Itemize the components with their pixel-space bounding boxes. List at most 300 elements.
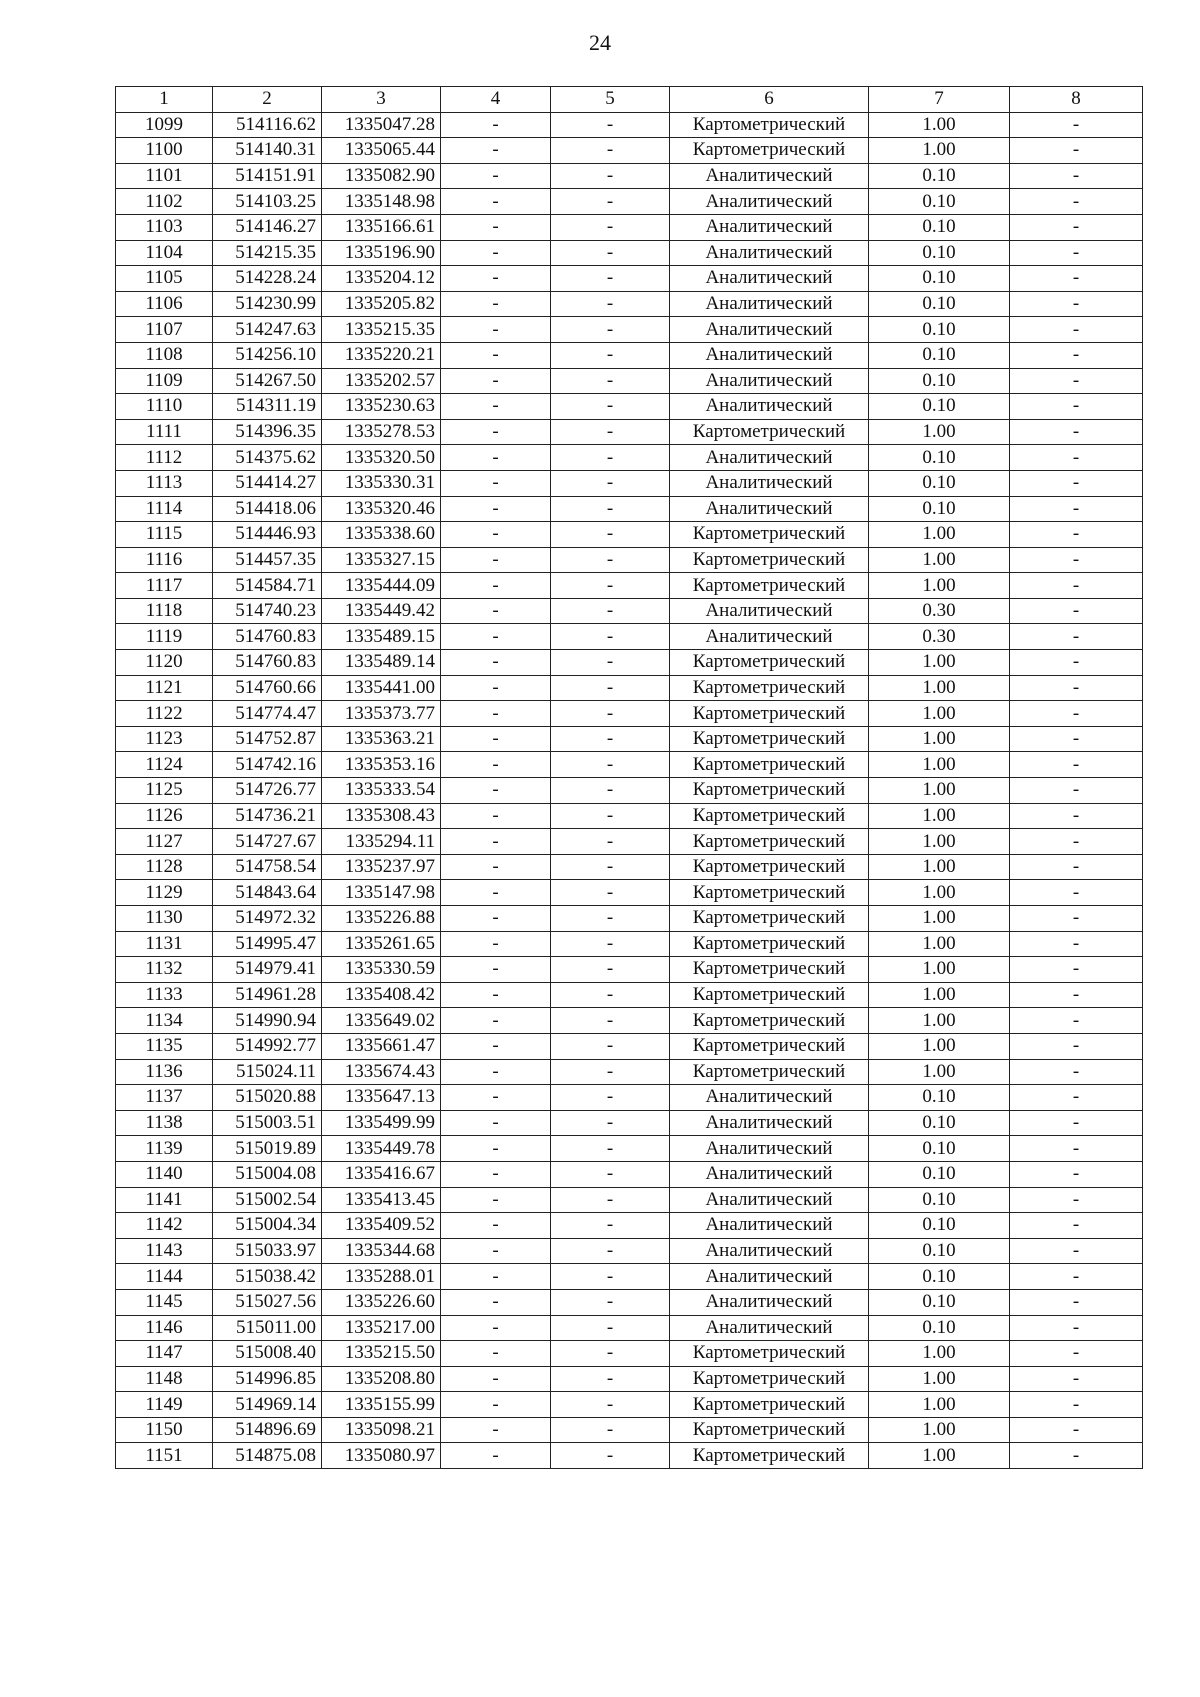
table-cell: - xyxy=(1010,522,1143,548)
table-cell: Картометрический xyxy=(670,1341,869,1367)
table-cell: 1107 xyxy=(116,317,213,343)
table-cell: - xyxy=(1010,1187,1143,1213)
table-cell: 1146 xyxy=(116,1315,213,1341)
table-cell: - xyxy=(1010,1059,1143,1085)
table-cell: - xyxy=(551,1289,670,1315)
table-cell: 514247.63 xyxy=(213,317,322,343)
table-cell: 515019.89 xyxy=(213,1136,322,1162)
table-cell: 1117 xyxy=(116,573,213,599)
table-cell: 1.00 xyxy=(869,1443,1010,1469)
table-row xyxy=(116,957,1143,983)
table-cell: 1108 xyxy=(116,342,213,368)
table-cell: - xyxy=(1010,573,1143,599)
table-cell: 515024.11 xyxy=(213,1059,322,1085)
table-cell: Картометрический xyxy=(670,1417,869,1443)
table-cell: 1335444.09 xyxy=(322,573,441,599)
table-cell: - xyxy=(1010,445,1143,471)
table-row xyxy=(116,1187,1143,1213)
table-cell: Аналитический xyxy=(670,1136,869,1162)
table-row xyxy=(116,675,1143,701)
table-cell: 1102 xyxy=(116,189,213,215)
table-cell: 514996.85 xyxy=(213,1366,322,1392)
table-cell: - xyxy=(1010,368,1143,394)
table-cell: 514972.32 xyxy=(213,906,322,932)
table-cell: - xyxy=(1010,317,1143,343)
table-cell: - xyxy=(1010,1289,1143,1315)
table-cell: 0.10 xyxy=(869,445,1010,471)
table-cell: - xyxy=(441,906,551,932)
table-cell: 1150 xyxy=(116,1417,213,1443)
table-cell: Картометрический xyxy=(670,701,869,727)
table-cell: - xyxy=(551,650,670,676)
table-cell: 1132 xyxy=(116,957,213,983)
table-cell: 1335215.35 xyxy=(322,317,441,343)
table-cell: Аналитический xyxy=(670,624,869,650)
table-cell: - xyxy=(551,1033,670,1059)
table-row xyxy=(116,752,1143,778)
table-cell: 1335261.65 xyxy=(322,931,441,957)
table-cell: 1135 xyxy=(116,1033,213,1059)
table-cell: - xyxy=(551,470,670,496)
table-cell: - xyxy=(441,240,551,266)
table-cell: - xyxy=(441,163,551,189)
table-cell: - xyxy=(441,1341,551,1367)
table-cell: - xyxy=(441,445,551,471)
table-row xyxy=(116,880,1143,906)
table-cell: - xyxy=(441,675,551,701)
table-cell: Картометрический xyxy=(670,1033,869,1059)
table-cell: 1335649.02 xyxy=(322,1008,441,1034)
table-cell: 0.10 xyxy=(869,1213,1010,1239)
table-cell: 1335661.47 xyxy=(322,1033,441,1059)
table-row xyxy=(116,138,1143,164)
column-header: 8 xyxy=(1010,87,1143,113)
table-cell: Картометрический xyxy=(670,1366,869,1392)
table-cell: 0.10 xyxy=(869,1187,1010,1213)
table-cell: 1335226.88 xyxy=(322,906,441,932)
table-cell: 1123 xyxy=(116,726,213,752)
table-cell: 1.00 xyxy=(869,803,1010,829)
table-cell: 1105 xyxy=(116,266,213,292)
table-row xyxy=(116,1443,1143,1469)
table-cell: - xyxy=(551,1366,670,1392)
table-row xyxy=(116,522,1143,548)
table-cell: 1119 xyxy=(116,624,213,650)
table-cell: - xyxy=(551,624,670,650)
table-cell: - xyxy=(551,394,670,420)
table-row xyxy=(116,1110,1143,1136)
table-row xyxy=(116,906,1143,932)
table-row xyxy=(116,650,1143,676)
table-cell: Картометрический xyxy=(670,650,869,676)
table-cell: - xyxy=(441,1161,551,1187)
table-cell: 1335147.98 xyxy=(322,880,441,906)
table-cell: 1335237.97 xyxy=(322,854,441,880)
table-cell: 514843.64 xyxy=(213,880,322,906)
table-cell: 514726.77 xyxy=(213,778,322,804)
table-row xyxy=(116,1417,1143,1443)
table-cell: 514760.83 xyxy=(213,650,322,676)
table-cell: 1335353.16 xyxy=(322,752,441,778)
table-cell: 1335226.60 xyxy=(322,1289,441,1315)
column-header: 3 xyxy=(322,87,441,113)
table-cell: 1103 xyxy=(116,214,213,240)
table-cell: 1335320.50 xyxy=(322,445,441,471)
table-cell: - xyxy=(551,598,670,624)
table-cell: - xyxy=(1010,1110,1143,1136)
table-row xyxy=(116,368,1143,394)
table-cell: 1130 xyxy=(116,906,213,932)
table-cell: 1133 xyxy=(116,982,213,1008)
table-cell: 1335098.21 xyxy=(322,1417,441,1443)
table-cell: 1335288.01 xyxy=(322,1264,441,1290)
table-cell: 1.00 xyxy=(869,880,1010,906)
table-cell: 514742.16 xyxy=(213,752,322,778)
column-header: 2 xyxy=(213,87,322,113)
table-cell: Аналитический xyxy=(670,1315,869,1341)
table-body xyxy=(116,112,1143,1468)
table-cell: 1120 xyxy=(116,650,213,676)
table-cell: Аналитический xyxy=(670,445,869,471)
table-cell: 1113 xyxy=(116,470,213,496)
table-cell: 514311.19 xyxy=(213,394,322,420)
table-cell: - xyxy=(551,214,670,240)
table-cell: - xyxy=(441,931,551,957)
table-cell: 514396.35 xyxy=(213,419,322,445)
table-cell: 1335080.97 xyxy=(322,1443,441,1469)
table-cell: 1.00 xyxy=(869,957,1010,983)
table-cell: - xyxy=(1010,496,1143,522)
table-cell: 1125 xyxy=(116,778,213,804)
table-cell: - xyxy=(441,317,551,343)
table-cell: - xyxy=(441,982,551,1008)
table-cell: 1.00 xyxy=(869,522,1010,548)
table-cell: Картометрический xyxy=(670,112,869,138)
table-cell: Картометрический xyxy=(670,573,869,599)
table-cell: - xyxy=(1010,854,1143,880)
table-row xyxy=(116,803,1143,829)
table-cell: Аналитический xyxy=(670,368,869,394)
table-cell: - xyxy=(551,778,670,804)
table-cell: 1141 xyxy=(116,1187,213,1213)
table-cell: - xyxy=(1010,1008,1143,1034)
table-cell: 514418.06 xyxy=(213,496,322,522)
table-cell: 1143 xyxy=(116,1238,213,1264)
table-cell: 514979.41 xyxy=(213,957,322,983)
table-cell: - xyxy=(441,624,551,650)
table-cell: - xyxy=(1010,650,1143,676)
table-cell: 1335408.42 xyxy=(322,982,441,1008)
table-cell: 0.10 xyxy=(869,1136,1010,1162)
table-cell: - xyxy=(1010,342,1143,368)
table-cell: Аналитический xyxy=(670,342,869,368)
coordinates-table xyxy=(115,86,1143,1469)
table-cell: 1335278.53 xyxy=(322,419,441,445)
table-cell: - xyxy=(1010,138,1143,164)
table-cell: 1112 xyxy=(116,445,213,471)
table-cell: Картометрический xyxy=(670,906,869,932)
table-row xyxy=(116,419,1143,445)
table-cell: 1.00 xyxy=(869,573,1010,599)
table-row xyxy=(116,445,1143,471)
table-cell: 1335338.60 xyxy=(322,522,441,548)
table-cell: - xyxy=(551,906,670,932)
table-cell: - xyxy=(1010,1033,1143,1059)
table-cell: - xyxy=(441,1443,551,1469)
table-cell: 514151.91 xyxy=(213,163,322,189)
table-cell: 0.30 xyxy=(869,624,1010,650)
table-cell: - xyxy=(1010,982,1143,1008)
table-cell: 514896.69 xyxy=(213,1417,322,1443)
table-cell: 0.10 xyxy=(869,317,1010,343)
table-cell: - xyxy=(441,726,551,752)
table-cell: - xyxy=(1010,880,1143,906)
table-cell: 0.10 xyxy=(869,214,1010,240)
table-cell: 514414.27 xyxy=(213,470,322,496)
table-cell: 514736.21 xyxy=(213,803,322,829)
table-cell: 0.10 xyxy=(869,394,1010,420)
table-cell: - xyxy=(1010,1213,1143,1239)
table-cell: 514992.77 xyxy=(213,1033,322,1059)
table-cell: 0.10 xyxy=(869,470,1010,496)
table-cell: - xyxy=(551,1341,670,1367)
table-cell: 1335308.43 xyxy=(322,803,441,829)
table-cell: Картометрический xyxy=(670,752,869,778)
table-cell: 1335047.28 xyxy=(322,112,441,138)
table-cell: - xyxy=(1010,701,1143,727)
table-cell: 514760.83 xyxy=(213,624,322,650)
table-cell: Аналитический xyxy=(670,1161,869,1187)
table-row xyxy=(116,701,1143,727)
table-row xyxy=(116,573,1143,599)
table-cell: - xyxy=(551,342,670,368)
table-cell: 514230.99 xyxy=(213,291,322,317)
table-cell: Аналитический xyxy=(670,291,869,317)
table-cell: - xyxy=(1010,906,1143,932)
table-cell: 1.00 xyxy=(869,547,1010,573)
table-cell: 1137 xyxy=(116,1085,213,1111)
table-cell: 514267.50 xyxy=(213,368,322,394)
table-cell: 1.00 xyxy=(869,854,1010,880)
table-cell: - xyxy=(441,266,551,292)
table-cell: - xyxy=(551,1136,670,1162)
table-cell: - xyxy=(551,138,670,164)
table-cell: - xyxy=(551,1059,670,1085)
table-cell: - xyxy=(441,854,551,880)
table-cell: - xyxy=(441,112,551,138)
table-cell: 515020.88 xyxy=(213,1085,322,1111)
table-cell: - xyxy=(551,573,670,599)
table-cell: - xyxy=(551,1315,670,1341)
table-cell: - xyxy=(1010,1341,1143,1367)
table-cell: - xyxy=(441,1033,551,1059)
table-cell: Картометрический xyxy=(670,880,869,906)
table-cell: 514457.35 xyxy=(213,547,322,573)
table-cell: - xyxy=(551,829,670,855)
table-cell: 0.10 xyxy=(869,342,1010,368)
table-cell: 1.00 xyxy=(869,675,1010,701)
table-cell: 1335333.54 xyxy=(322,778,441,804)
table-cell: Аналитический xyxy=(670,189,869,215)
table-cell: Аналитический xyxy=(670,163,869,189)
table-cell: Картометрический xyxy=(670,138,869,164)
table-cell: 1115 xyxy=(116,522,213,548)
table-cell: 1335217.00 xyxy=(322,1315,441,1341)
table-cell: - xyxy=(551,112,670,138)
table-cell: Картометрический xyxy=(670,1059,869,1085)
table-cell: - xyxy=(441,368,551,394)
table-cell: - xyxy=(441,1366,551,1392)
table-cell: 515004.34 xyxy=(213,1213,322,1239)
table-cell: - xyxy=(551,1443,670,1469)
table-cell: - xyxy=(441,138,551,164)
table-cell: 1.00 xyxy=(869,650,1010,676)
table-cell: 1335441.00 xyxy=(322,675,441,701)
table-cell: - xyxy=(441,342,551,368)
table-cell: - xyxy=(1010,1392,1143,1418)
table-cell: - xyxy=(551,957,670,983)
table-cell: 1335330.59 xyxy=(322,957,441,983)
table-cell: Картометрический xyxy=(670,1392,869,1418)
table-cell: - xyxy=(551,931,670,957)
table-cell: 0.10 xyxy=(869,291,1010,317)
table-row xyxy=(116,1238,1143,1264)
table-cell: 1335082.90 xyxy=(322,163,441,189)
table-cell: Аналитический xyxy=(670,1264,869,1290)
table-cell: 1145 xyxy=(116,1289,213,1315)
table-cell: 1116 xyxy=(116,547,213,573)
table-cell: - xyxy=(551,419,670,445)
table-cell: 1148 xyxy=(116,1366,213,1392)
table-cell: - xyxy=(1010,291,1143,317)
table-cell: - xyxy=(1010,112,1143,138)
table-cell: - xyxy=(441,1289,551,1315)
table-cell: 1140 xyxy=(116,1161,213,1187)
table-cell: 1.00 xyxy=(869,982,1010,1008)
table-cell: 515002.54 xyxy=(213,1187,322,1213)
table-cell: - xyxy=(551,1213,670,1239)
table-cell: 515004.08 xyxy=(213,1161,322,1187)
table-cell: 1335327.15 xyxy=(322,547,441,573)
table-cell: - xyxy=(551,880,670,906)
table-cell: 1114 xyxy=(116,496,213,522)
table-cell: 514774.47 xyxy=(213,701,322,727)
table-cell: 1142 xyxy=(116,1213,213,1239)
table-cell: - xyxy=(441,701,551,727)
table-cell: 1101 xyxy=(116,163,213,189)
table-cell: 1335413.45 xyxy=(322,1187,441,1213)
table-cell: Аналитический xyxy=(670,317,869,343)
table-row xyxy=(116,598,1143,624)
table-row xyxy=(116,1264,1143,1290)
table-cell: 1.00 xyxy=(869,701,1010,727)
table-cell: 514116.62 xyxy=(213,112,322,138)
table-cell: 1335320.46 xyxy=(322,496,441,522)
table-cell: 1335647.13 xyxy=(322,1085,441,1111)
table-row xyxy=(116,496,1143,522)
table-cell: Картометрический xyxy=(670,675,869,701)
table-cell: - xyxy=(441,291,551,317)
table-row xyxy=(116,342,1143,368)
table-cell: 0.10 xyxy=(869,368,1010,394)
table-cell: Аналитический xyxy=(670,266,869,292)
column-header: 7 xyxy=(869,87,1010,113)
table-cell: - xyxy=(1010,547,1143,573)
table-cell: 0.10 xyxy=(869,240,1010,266)
table-cell: - xyxy=(551,522,670,548)
table-cell: 1335202.57 xyxy=(322,368,441,394)
table-row xyxy=(116,778,1143,804)
table-cell: - xyxy=(1010,419,1143,445)
table-row xyxy=(116,394,1143,420)
table-cell: - xyxy=(441,419,551,445)
table-cell: - xyxy=(1010,240,1143,266)
table-cell: 515038.42 xyxy=(213,1264,322,1290)
table-row xyxy=(116,214,1143,240)
table-cell: - xyxy=(1010,1136,1143,1162)
table-cell: - xyxy=(1010,1238,1143,1264)
table-cell: - xyxy=(1010,1417,1143,1443)
table-cell: - xyxy=(441,1315,551,1341)
table-cell: 1118 xyxy=(116,598,213,624)
table-cell: 514740.23 xyxy=(213,598,322,624)
table-cell: Аналитический xyxy=(670,1289,869,1315)
table-cell: Картометрический xyxy=(670,982,869,1008)
table-cell: - xyxy=(551,1238,670,1264)
table-cell: 1335155.99 xyxy=(322,1392,441,1418)
table-cell: 1126 xyxy=(116,803,213,829)
table-cell: 1.00 xyxy=(869,1392,1010,1418)
table-cell: 1.00 xyxy=(869,906,1010,932)
table-row xyxy=(116,624,1143,650)
table-cell: - xyxy=(551,547,670,573)
table-cell: 1335363.21 xyxy=(322,726,441,752)
table-row xyxy=(116,1392,1143,1418)
table-cell: - xyxy=(1010,803,1143,829)
table-cell: 514990.94 xyxy=(213,1008,322,1034)
table-cell: 0.30 xyxy=(869,598,1010,624)
table-cell: - xyxy=(551,1085,670,1111)
table-cell: 1335449.78 xyxy=(322,1136,441,1162)
table-row xyxy=(116,112,1143,138)
table-cell: - xyxy=(1010,675,1143,701)
table-cell: Картометрический xyxy=(670,803,869,829)
table-cell: - xyxy=(441,1187,551,1213)
table-cell: 514727.67 xyxy=(213,829,322,855)
table-cell: 515011.00 xyxy=(213,1315,322,1341)
table-cell: 1.00 xyxy=(869,138,1010,164)
table-cell: 1335449.42 xyxy=(322,598,441,624)
table-cell: 1131 xyxy=(116,931,213,957)
table-header-row xyxy=(116,87,1143,113)
table-cell: 514446.93 xyxy=(213,522,322,548)
table-cell: - xyxy=(551,368,670,394)
table-cell: 1.00 xyxy=(869,752,1010,778)
table-cell: Аналитический xyxy=(670,1238,869,1264)
table-cell: - xyxy=(1010,1443,1143,1469)
table-cell: 514103.25 xyxy=(213,189,322,215)
table-cell: 1106 xyxy=(116,291,213,317)
table-cell: - xyxy=(441,957,551,983)
table-cell: - xyxy=(441,1059,551,1085)
table-cell: - xyxy=(1010,266,1143,292)
table-cell: - xyxy=(441,1085,551,1111)
table-cell: 0.10 xyxy=(869,1161,1010,1187)
table-cell: 0.10 xyxy=(869,266,1010,292)
table-cell: Картометрический xyxy=(670,854,869,880)
table-cell: - xyxy=(551,675,670,701)
table-cell: 1335215.50 xyxy=(322,1341,441,1367)
